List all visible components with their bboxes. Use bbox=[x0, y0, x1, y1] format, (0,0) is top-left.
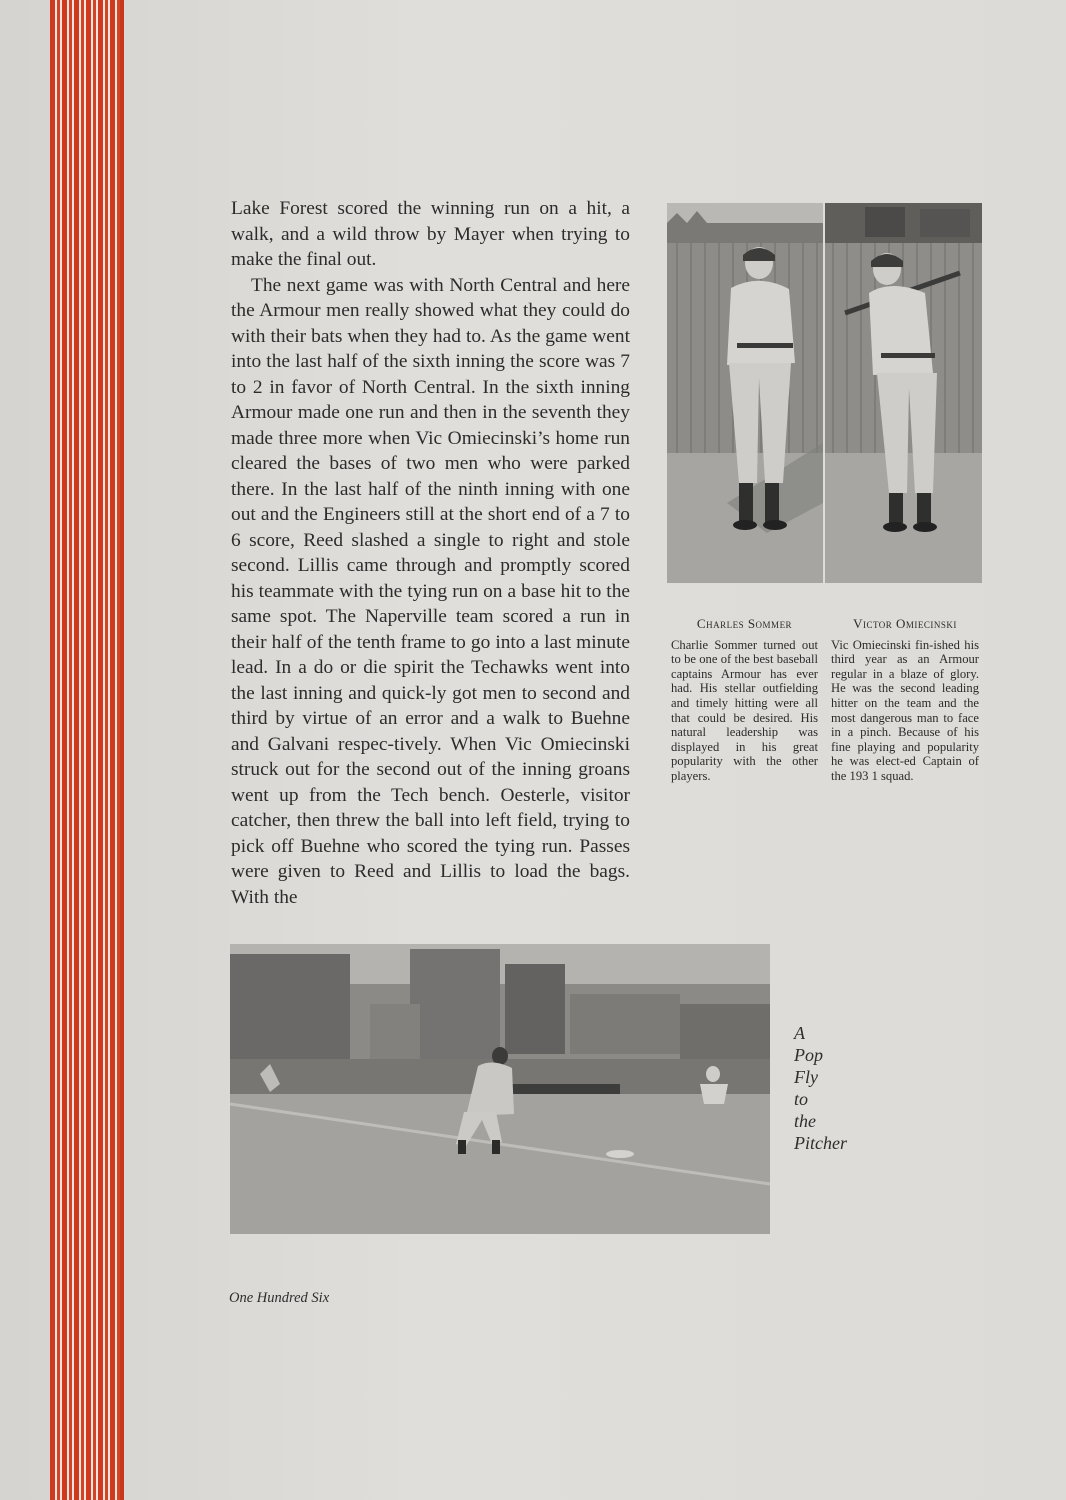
photo-caption-pop-fly bbox=[794, 1022, 884, 1154]
page-number: One Hundred Six bbox=[229, 1290, 330, 1306]
photo-caption-line-1: A bbox=[794, 1023, 805, 1043]
body-paragraph-2: The next game was with North Central and here the Armour men really showed what they could do with their bats when they had to. As the game went into the last half of the sixth inning the score was 7 to 2 in favor of North Central. In the sixth inning Armour made one run and then in the seventh they made three more when Vic Omiecinski’s home run cleared the bases of two men who were parked there. In the last half of the ninth inning with one out and the Engineers still at the short end of a 7 to 6 score, Reed slashed a single to right and stole second. Lillis came through and promptly scored his teammate with the tying run on a base hit to the same spot. The Naperville team scored a run in their half of the tenth frame to go into a last minute lead. In a do or die spirit the Techawks went into the last inning and quick-ly got men to second and third by virtue of an error and a walk to Buehne and Galvani respec-tively. When Vic Omiecinski struck out for the second out of the inning groans went up from the Tech bench. Oesterle, visitor catcher, then threw the ball into left field, trying to pick off Buehne who scored the tying run. Passes were given to Reed and Lillis to load the bags. With the bbox=[231, 274, 630, 908]
photo-pop-fly-game bbox=[230, 944, 770, 1234]
photo-caption-line-4: to bbox=[794, 1089, 809, 1109]
body-text bbox=[231, 196, 630, 910]
photo-charles-sommer bbox=[667, 203, 823, 583]
decorative-red-stripes bbox=[50, 0, 124, 1500]
caption-charles-sommer bbox=[671, 617, 818, 784]
photo-victor-omiecinski bbox=[825, 203, 982, 583]
caption-name-omiecinski: Victor Omiecinski bbox=[853, 616, 957, 631]
photo-caption-line-6: Pitcher bbox=[794, 1133, 847, 1153]
photo-caption-line-3: Fly bbox=[794, 1067, 818, 1087]
caption-victor-omiecinski bbox=[831, 617, 979, 784]
caption-text-sommer: Charlie Sommer turned out to be one of the best baseball captains Armour has ever had. His stellar outfielding and timely hitting were all that could be desired. His natural leadership was displayed in his great popularity with the other players. bbox=[671, 637, 818, 783]
body-paragraph-1: Lake Forest scored the winning run on a hit, a walk, and a wild throw by Mayer when trying to make the final out. bbox=[231, 198, 630, 270]
caption-name-sommer: Charles Sommer bbox=[696, 616, 793, 631]
caption-text-omiecinski: Vic Omiecinski fin-ished his third year as an Armour regular in a blaze of glory. He was the second leading hitter on the team and the most dangerous man to face in a pinch. Because of his fine playing and popularity he was elect-ed Captain of the 193 1 squad. bbox=[831, 637, 979, 783]
photo-caption-line-5: the bbox=[794, 1111, 816, 1131]
photo-caption-line-2: Pop bbox=[794, 1045, 823, 1065]
stripes-edge bbox=[120, 0, 124, 1500]
